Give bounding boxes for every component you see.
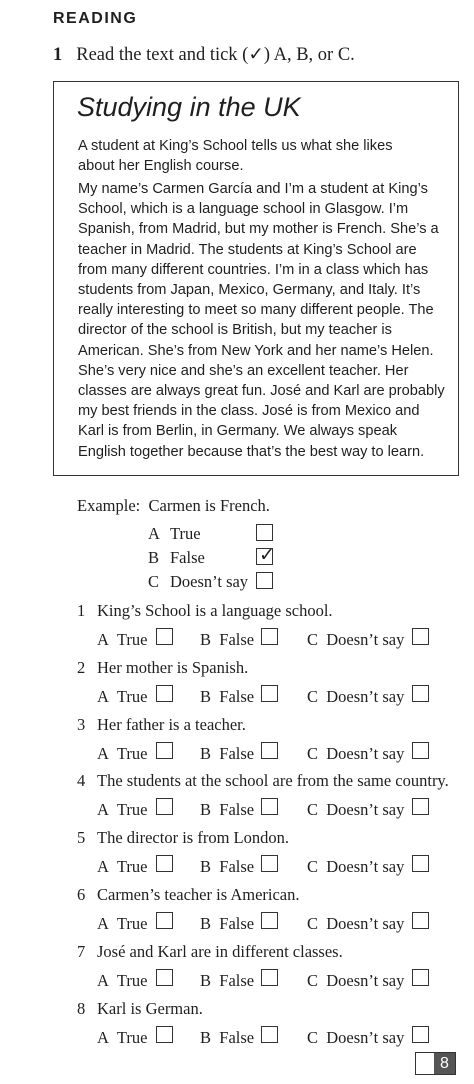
answer-checkbox[interactable] — [412, 969, 429, 986]
option-text: Doesn’t say — [326, 686, 405, 706]
option-letter: C — [307, 914, 319, 933]
option-letter: C — [148, 572, 160, 591]
answer-checkbox[interactable] — [156, 855, 173, 872]
reading-line: my best friends in the class. José is from Mexico and — [78, 403, 420, 420]
option-text: False — [219, 686, 255, 706]
option-letter: C — [307, 970, 319, 990]
example-statement: Carmen is French. — [148, 496, 270, 515]
answer-option — [307, 687, 404, 707]
section-heading: READING — [53, 10, 138, 27]
option-text: True — [116, 914, 148, 933]
option-letter: B — [200, 857, 212, 877]
question — [77, 999, 203, 1019]
example-checkbox[interactable] — [256, 524, 273, 541]
answer-option — [200, 744, 254, 764]
answer-option — [200, 630, 254, 650]
answer-option — [200, 914, 254, 934]
question-text: Her father is a teacher. — [97, 714, 246, 734]
reading-line: American. She’s from New York and her name’s Helen. — [78, 342, 434, 359]
option-letter: A — [97, 1027, 109, 1047]
question — [77, 885, 300, 905]
option-letter: B — [200, 914, 212, 933]
answer-option — [97, 687, 147, 707]
answer-option — [307, 800, 404, 820]
question — [77, 715, 246, 735]
question-number: 5 — [77, 828, 86, 848]
reading-line: from many different countries. I’m in a class which has — [78, 261, 429, 278]
option-text: False — [170, 548, 205, 567]
option-letter: B — [200, 743, 212, 763]
answer-checkbox[interactable] — [156, 1026, 173, 1043]
option-letter: C — [307, 857, 319, 877]
option-text: True — [116, 800, 148, 820]
option-text: Doesn’t say — [326, 914, 405, 933]
option-letter: C — [307, 743, 319, 763]
option-letter: A — [97, 743, 109, 763]
option-text: False — [219, 1027, 255, 1047]
question-number: 3 — [77, 714, 86, 734]
reading-line: Spanish, from Madrid, but my mother is French. She’s a — [78, 221, 439, 238]
option-letter: A — [97, 970, 109, 990]
question-number: 1 — [77, 601, 86, 620]
answer-checkbox[interactable] — [156, 969, 173, 986]
option-text: Doesn’t say — [326, 800, 405, 820]
option-letter: B — [200, 686, 212, 706]
answer-checkbox[interactable] — [156, 912, 173, 929]
answer-checkbox[interactable] — [412, 1026, 429, 1043]
option-letter: C — [307, 1027, 319, 1047]
answer-option — [97, 971, 147, 991]
answer-option — [97, 1028, 147, 1048]
option-letter: A — [97, 914, 109, 933]
answer-option — [200, 971, 254, 991]
instruction — [53, 44, 355, 66]
answer-checkbox[interactable] — [156, 628, 173, 645]
option-text: True — [170, 524, 201, 543]
answer-checkbox[interactable] — [261, 798, 278, 815]
instruction-number: 1 — [53, 45, 63, 65]
answer-checkbox[interactable] — [156, 685, 173, 702]
example-option — [148, 548, 205, 568]
question-text: Her mother is Spanish. — [97, 657, 249, 677]
answer-option — [200, 687, 254, 707]
question-text: Karl is German. — [97, 998, 203, 1018]
page-number: 8 — [434, 1053, 455, 1074]
answer-option — [307, 630, 404, 650]
answer-checkbox[interactable] — [261, 1026, 278, 1043]
option-letter: C — [307, 630, 319, 649]
option-text: Doesn’t say — [326, 743, 405, 763]
reading-line: classes are always great fun. José and Karl are probably — [78, 383, 445, 400]
question-number: 7 — [77, 941, 86, 961]
example-option — [148, 524, 201, 544]
option-text: True — [116, 743, 148, 763]
answer-checkbox[interactable] — [261, 685, 278, 702]
answer-checkbox[interactable] — [261, 912, 278, 929]
option-text: False — [219, 630, 255, 649]
answer-option — [97, 857, 147, 877]
reading-body — [78, 179, 446, 462]
answer-checkbox[interactable] — [156, 742, 173, 759]
option-text: False — [219, 800, 255, 820]
question-number: 6 — [77, 885, 86, 904]
answer-option — [200, 1028, 254, 1048]
reading-line: teacher in Madrid. The students at King’s School are — [78, 241, 417, 258]
question-text: José and Karl are in different classes. — [97, 941, 343, 961]
question-text: The director is from London. — [97, 828, 289, 848]
option-text: True — [116, 857, 148, 877]
option-letter: A — [148, 524, 160, 543]
reading-line: Karl is from Berlin, in Germany. We always speak — [78, 423, 398, 440]
option-text: True — [116, 686, 148, 706]
option-text: False — [219, 743, 255, 763]
option-text: True — [116, 630, 148, 649]
answer-checkbox[interactable] — [261, 855, 278, 872]
option-text: Doesn’t say — [326, 857, 405, 877]
option-letter: B — [200, 630, 212, 649]
option-text: Doesn’t say — [326, 970, 405, 990]
question-number: 8 — [77, 998, 86, 1018]
option-text: False — [219, 857, 255, 877]
question — [77, 658, 248, 678]
answer-option — [307, 971, 404, 991]
example-checkbox[interactable] — [256, 544, 275, 566]
answer-option — [97, 744, 147, 764]
answer-checkbox[interactable] — [412, 685, 429, 702]
example-option — [148, 572, 248, 592]
option-text: True — [116, 970, 148, 990]
answer-checkbox[interactable] — [156, 798, 173, 815]
answer-option — [307, 857, 404, 877]
answer-option — [200, 800, 254, 820]
answer-checkbox[interactable] — [261, 969, 278, 986]
option-text: Doesn’t say — [326, 1027, 405, 1047]
option-letter: A — [97, 630, 109, 649]
question — [77, 942, 343, 962]
question — [77, 771, 449, 791]
page-number-badge — [415, 1052, 456, 1075]
option-text: False — [219, 970, 255, 990]
answer-option — [307, 744, 404, 764]
answer-checkbox[interactable] — [412, 912, 429, 929]
question — [77, 828, 289, 848]
reading-line: English together because that’s the best way to learn. — [78, 443, 425, 460]
reading-line: really interesting to meet so many different people. The — [78, 302, 434, 319]
option-letter: A — [97, 800, 109, 820]
question-text: Carmen’s teacher is American. — [97, 885, 300, 904]
example — [77, 496, 270, 516]
question-number: 4 — [77, 771, 86, 791]
answer-option — [307, 914, 404, 934]
answer-option — [307, 1028, 404, 1048]
instruction-text: Read the text and tick (✓) A, B, or C. — [76, 45, 355, 65]
question-text: The students at the school are from the same country. — [97, 771, 449, 791]
option-letter: C — [307, 686, 319, 706]
reading-text-box — [53, 81, 459, 476]
reading-line: My name’s Carmen García and I’m a student at King’s — [78, 181, 428, 197]
answer-checkbox[interactable] — [261, 742, 278, 759]
reading-intro: A student at King’s School tells us what she likes about her English course. — [78, 138, 393, 175]
option-letter: B — [200, 1027, 212, 1047]
option-text: Doesn’t say — [326, 630, 405, 649]
option-letter: B — [200, 970, 212, 990]
answer-option — [200, 857, 254, 877]
reading-line: director of the school is British, but my teacher is — [78, 322, 392, 339]
answer-option — [97, 630, 147, 650]
option-text: Doesn’t say — [170, 572, 249, 591]
question — [77, 601, 333, 621]
answer-checkbox[interactable] — [412, 742, 429, 759]
example-checkbox[interactable] — [256, 572, 273, 589]
option-letter: A — [97, 686, 109, 706]
option-letter: B — [200, 800, 212, 820]
answer-checkbox[interactable] — [412, 798, 429, 815]
question-text: King’s School is a language school. — [97, 601, 333, 620]
option-letter: A — [97, 857, 109, 877]
reading-line: students from Japan, Mexico, Germany, and Italy. It’s — [78, 282, 421, 299]
option-text: False — [219, 914, 255, 933]
answer-option — [97, 914, 147, 934]
example-label: Example: — [77, 496, 141, 515]
option-text: True — [116, 1027, 148, 1047]
answer-option — [97, 800, 147, 820]
check-mark-icon: ✓ — [259, 544, 275, 566]
reading-line: She’s very nice and she’s an excellent teacher. Her — [78, 362, 409, 379]
answer-checkbox[interactable] — [412, 855, 429, 872]
answer-checkbox[interactable] — [412, 628, 429, 645]
reading-title: Studying in the UK — [77, 92, 301, 122]
reading-line: School, which is a language school in Glasgow. I’m — [78, 201, 409, 218]
option-letter: C — [307, 800, 319, 820]
option-letter: B — [148, 548, 160, 567]
answer-checkbox[interactable] — [261, 628, 278, 645]
question-number: 2 — [77, 657, 86, 677]
